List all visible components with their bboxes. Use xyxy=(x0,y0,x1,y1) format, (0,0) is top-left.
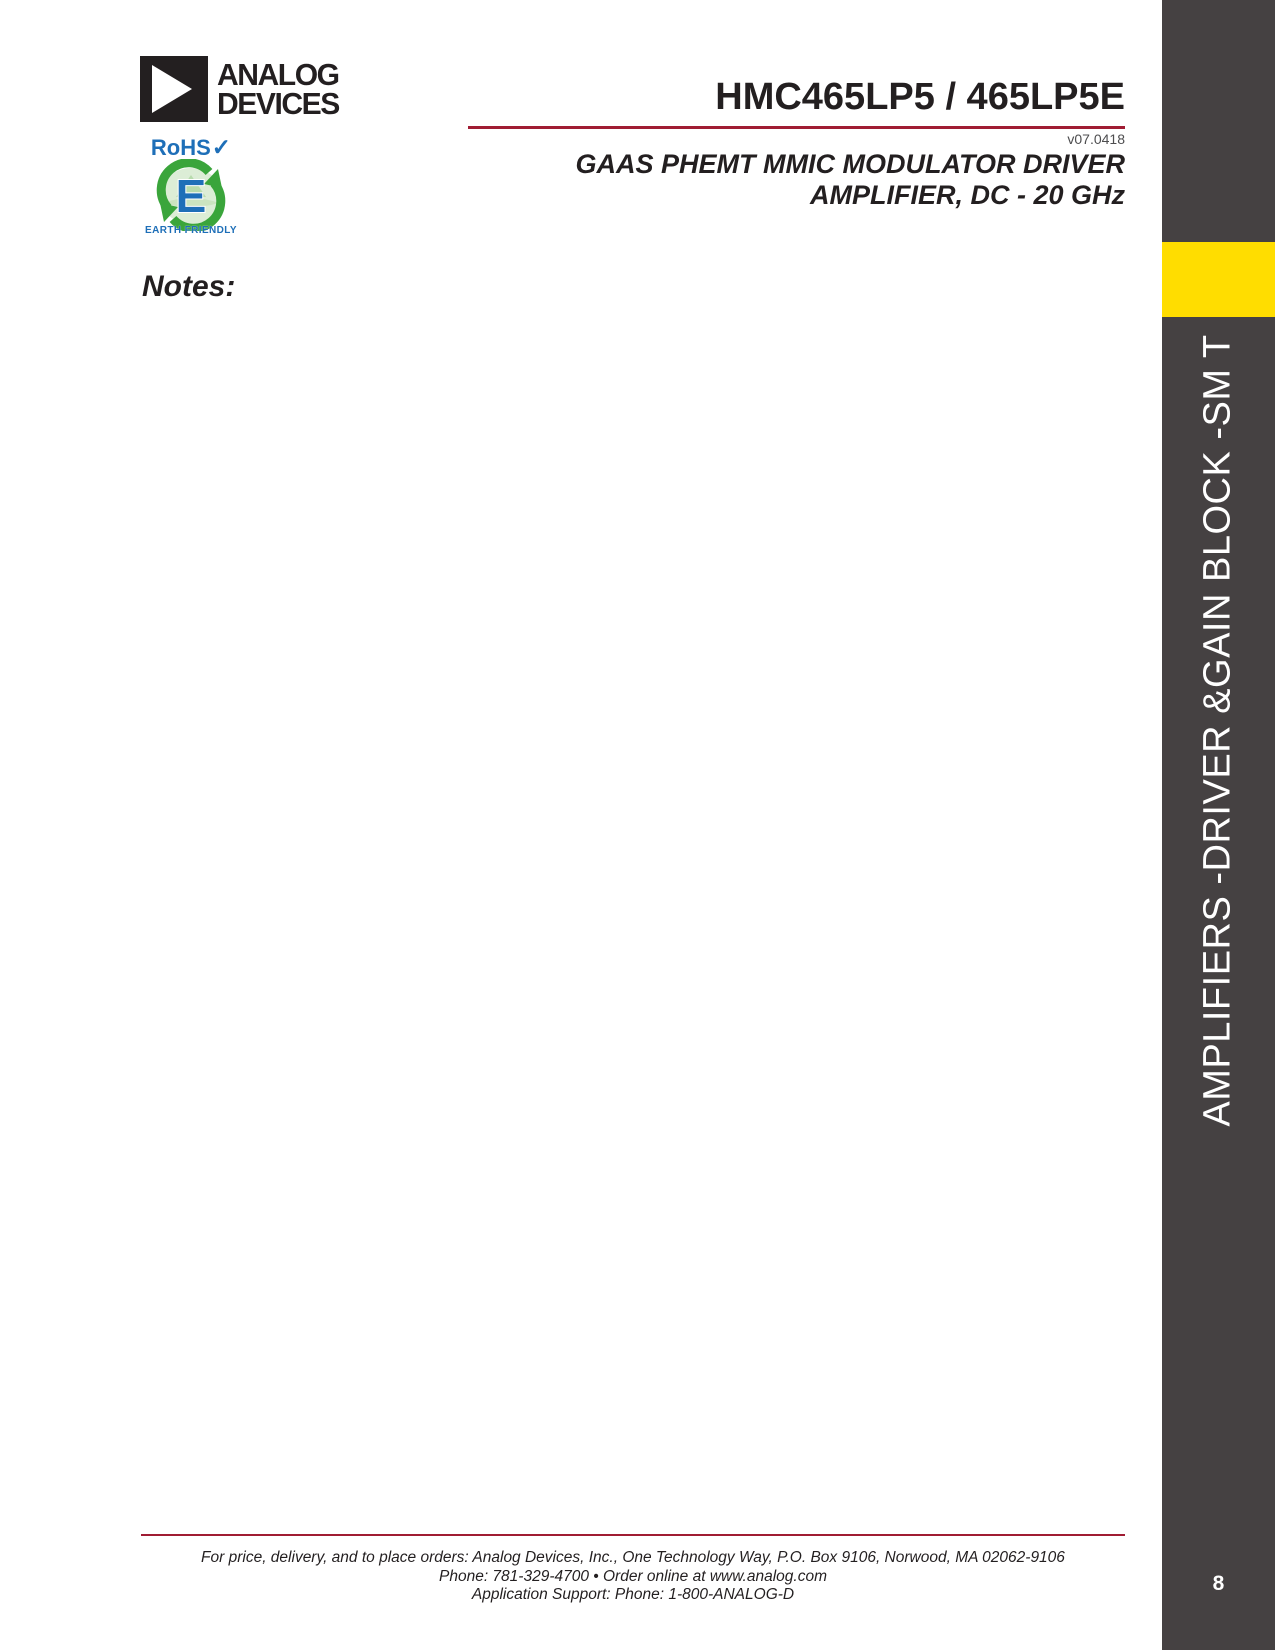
footer-address-line: For price, delivery, and to place orders: Analog Devices, Inc., One Technology Way, P.O. Box 9106, Norwood, MA 02062-9106 xyxy=(201,1549,1065,1566)
title-divider xyxy=(468,126,1125,129)
rohs-caption: EARTH FRIENDLY xyxy=(145,225,237,236)
notes-heading: Notes: xyxy=(142,270,236,303)
footer-divider xyxy=(141,1534,1125,1536)
check-icon: ✓ xyxy=(211,134,232,160)
logo-word-devices: DEVICES xyxy=(217,86,339,121)
version-label: v07.0418 xyxy=(1067,131,1125,147)
rohs-label: RoHS xyxy=(150,135,211,160)
rohs-label-row xyxy=(143,136,239,159)
analog-devices-triangle-icon xyxy=(140,56,208,122)
rohs-letter-e: E xyxy=(175,170,207,222)
recycle-icon xyxy=(149,159,233,231)
page-title: HMC465LP5 / 465LP5E xyxy=(715,76,1125,118)
analog-devices-logo xyxy=(140,56,343,122)
product-subtitle xyxy=(468,149,1125,211)
analog-devices-wordmark xyxy=(217,57,339,121)
footer-support-line: Application Support: Phone: 1-800-ANALOG-D xyxy=(471,1586,795,1603)
logo-word-analog: ANALOG xyxy=(217,57,339,92)
subtitle-line-2: AMPLIFIER, DC - 20 GHz xyxy=(809,180,1125,210)
category-label: AMPLIFIERS -DRIVER &GAIN BLOCK -SM T xyxy=(1197,333,1239,1127)
footer-phone-line: Phone: 781-329-4700 • Order online at www.analog.com xyxy=(439,1567,827,1585)
page-number: 8 xyxy=(1212,1572,1225,1595)
category-sidebar xyxy=(1162,0,1275,1650)
subtitle-line-1: GAAS PHEMT MMIC MODULATOR DRIVER xyxy=(575,149,1125,179)
section-highlight-tab xyxy=(1162,242,1275,317)
rohs-badge xyxy=(143,136,239,236)
title-block xyxy=(468,74,1125,211)
footer xyxy=(141,1549,1125,1605)
